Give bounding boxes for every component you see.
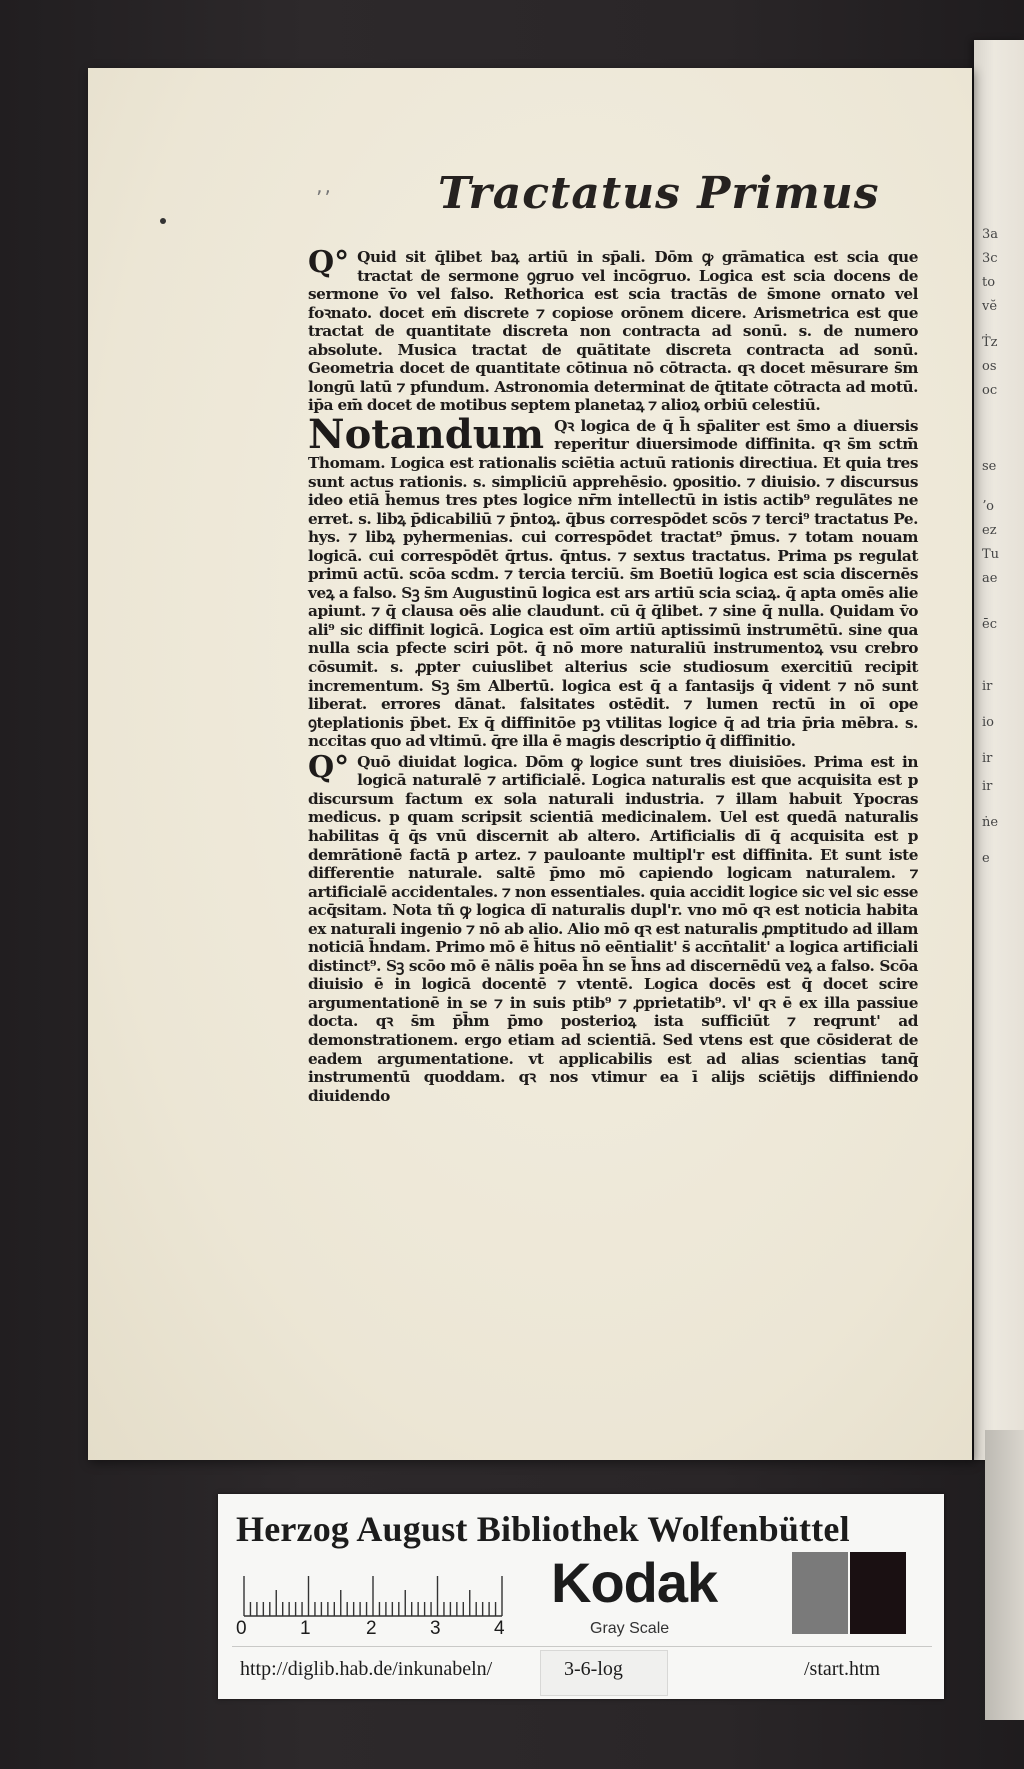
- next-page-fragment: oc: [982, 383, 998, 398]
- text-block: [308, 245, 918, 1107]
- paragraph-1: [308, 245, 918, 415]
- ruler-scale: [240, 1572, 530, 1620]
- next-page-fragment: to: [982, 275, 996, 290]
- ruler-numbers: [236, 1618, 536, 1642]
- next-page-fragment: io: [982, 715, 994, 730]
- running-title: Tractatus Primus: [438, 168, 880, 219]
- ruler-number: 4: [494, 1618, 505, 1639]
- next-page-edge: [974, 40, 1024, 1460]
- book-page: [88, 68, 972, 1460]
- paragraph-text: Quō diuidat logica. Dōm ꝙ logice sunt tres diuisiōes. Prima est in logicā naturalē ⁊ artificialē. Logica naturalis est que acquisita est p discursum factum ex sola naturali industria. ⁊ illam habuit Ypocras medicus. p quam scripsit scientiā medicinalem. Uel est quedā naturalis habilitas q̄ q̄s vnū discernit ab altero. Artificialis dī q̄ acquisita est p demrātionē factā p artez. ⁊ pauloante multipl'r est diffinita. Et sunt iste differentie naturale. saltē p̄mo mō capiendo logicam naturalem. ⁊ artificialē accidentales. ⁊ non essentiales. quia accidit logice sic vel sic esse acq̄sitam. Nota tñ ꝙ logica dī naturalis dupl'r. vno mō qꝛ est noticia habita ex naturali ingenio ⁊ nō ab alio. Alio mō qꝛ est naturalis ꝓmptitudo ad illam noticiā h̄ndam. Primo mō ē h̄itus nō eēntialit' s̄ accn̄talit' a logica artificiali distinct⁹. Sꝫ scōo mō ē nālis poēa h̄n se h̄ns ad discernēdū veꝝ a falso. Scōa diuisio ē in logicā docentē ⁊ vtentē. Logica docēs est q̄ docet scire argumentationē in se ⁊ in suis ptib⁹ ⁊ ꝓprietatib⁹. vl' qꝛ ē ex illa passiue docta. qꝛ s̄m p̄h̄m p̄mo posterioꝝ ista sufficiūt ⁊ reqrunt' ad demonstrationem. ergo etiam ad scientiā. Sed vtens est que cōsiderat de eadem argumentatione. vt applicabilis est ad alias scientias tanq̄ instrumentū quoddam. qꝛ nos vtimur ea ī alijs sciētijs diffiniendo diuidendo: [308, 752, 918, 1105]
- color-target-card: [218, 1494, 944, 1699]
- next-page-fragment: ir: [982, 679, 993, 694]
- gray-scale-label: Gray Scale: [590, 1620, 670, 1637]
- next-page-fragment: ez: [982, 523, 997, 538]
- url-left: http://diglib.hab.de/inkunabeln/: [240, 1658, 493, 1680]
- next-page-fragment: vĕ: [982, 299, 998, 314]
- shelfmark: 3-6-log: [564, 1658, 623, 1680]
- next-page-fragment: ʼo: [982, 499, 994, 514]
- next-page-fragment: se: [982, 459, 997, 474]
- kodak-logo: Kodak: [551, 1551, 718, 1614]
- next-page-fragment: Tu: [982, 547, 1000, 562]
- paragraph-3: [308, 749, 918, 1105]
- next-page-lower-edge: [985, 1430, 1024, 1720]
- ruler-number: 0: [236, 1618, 247, 1639]
- notandum-heading: Notandum: [308, 410, 545, 458]
- gray-swatch: [792, 1552, 848, 1634]
- ruler-number: 1: [300, 1618, 311, 1639]
- ruler-number: 3: [430, 1618, 441, 1639]
- next-page-fragment: 3c: [982, 251, 998, 266]
- ink-dot: [160, 218, 166, 224]
- paragraph-lead: Q°: [308, 245, 350, 280]
- paragraph-text: Qꝛ logica de q̄ h̄ sp̄aliter est s̄mo a diuersis reperitur diuersimode diffinita. qꝛ s̄m sctm̄ Thomam. Logica est rationalis sciētia actuū rationis directiua. Et quia tres sunt actus rationis. s. simpliciū apprehēsio. ꝯpositio. ⁊ diuisio. ⁊ discursus ideo etiā h̄emus tres ptes logice nr̄m intellectū in istis actib⁹ regulātes ne erret. s. libꝝ p̄dicabiliū ⁊ p̄ntoꝝ. q̄bus correspōdet scōs ⁊ terci⁹ tractatus Pe. hys. ⁊ libꝝ pyhermenias. cui correspōdet tractat⁹ p̄mus. ⁊ totam nouam logicā. cui correspōdēt q̄rtus. q̄ntus. ⁊ sextus tractatus. Prima ps regulat primū actū. scōa scdm. ⁊ tercia terciū. s̄m Boetiū logica est scia discernēs veꝝ a falso. Sꝫ s̄m Augustinū logica est ars artiū scia sciaꝝ. q̄ apta omēs alie apiunt. ⁊ q̄ clausa oēs alie claudunt. cū q̄ q̄libet. ⁊ sine q̄ nulla. Quidam v̄o ali⁹ sic diffinit logicā. Logica est oīm artiū aptissimū instrumētū. sine qua nulla scia pfecte sciri pōt. q̄ nō more naturaliū instrumentoꝝ vsu crebro cōsumit. s. ꝓpter cuiuslibet alterius scie studiosum exercitiū recipit incrementum. Sꝫ s̄m Albertū. logica est q̄ a fantasijs q̄ vident ⁊ nō sunt liberat. errores dānat. falsitates ostēdit. ⁊ lumen rectū in oī ope ꝯteplationis p̄bet. Ex q̄ diffinitōe pꝫ vtilitas logice q̄ ad tria p̄ria mēbra. s. nccitas quo ad vltimū. q̄re illa ē magis descriptio q̄ diffinitio.: [308, 416, 918, 751]
- next-page-fragment: os: [982, 359, 997, 374]
- black-swatch: [850, 1552, 906, 1634]
- next-page-fragment: e: [982, 851, 990, 866]
- url-right: /start.htm: [804, 1658, 881, 1680]
- next-page-fragment: Ṫz: [982, 335, 998, 350]
- next-page-fragment: ae: [982, 571, 998, 586]
- library-name: Herzog August Bibliothek Wolfenbüttel: [236, 1509, 850, 1549]
- paragraph-text: Quid sit q̄libet baꝝ artiū in sp̄ali. Dōm ꝙ grāmatica est scia que tractat de sermone ꝯgruo vel incōgruo. Logica est scia docens de sermone v̄o vel falso. Rethorica est scia tractās de s̄mone ornato vel foꝛnato. docet em̄ discrete ⁊ copiose orōnem dicere. Arismetrica est que tractat de quantitate discreta non contracta ad sonū. s. de numero absolute. Musica tractat de quātitate discreta contracta ad sonū. Geometria docet de quantitate cōtinua nō cōtracta. qꝛ docet mēsurare s̄m longū latū ⁊ pfundum. Astronomia determinat de q̄titate cōtracta ad motū. ip̄a em̄ docet de motibus septem planetaꝝ ⁊ alioꝝ orbiū celestiū.: [308, 248, 918, 415]
- next-page-fragment: ir: [982, 779, 993, 794]
- next-page-fragment: ir: [982, 751, 993, 766]
- next-page-fragment: 3a: [982, 227, 999, 242]
- paragraph-2: [308, 410, 918, 751]
- ruler-number: 2: [366, 1618, 377, 1639]
- next-page-fragment: ṅe: [982, 815, 999, 830]
- next-page-fragment: ēc: [982, 617, 997, 632]
- divider-line: [232, 1646, 932, 1647]
- paragraph-lead: Q°: [308, 749, 350, 785]
- header-mark: ʼʼ: [316, 186, 333, 210]
